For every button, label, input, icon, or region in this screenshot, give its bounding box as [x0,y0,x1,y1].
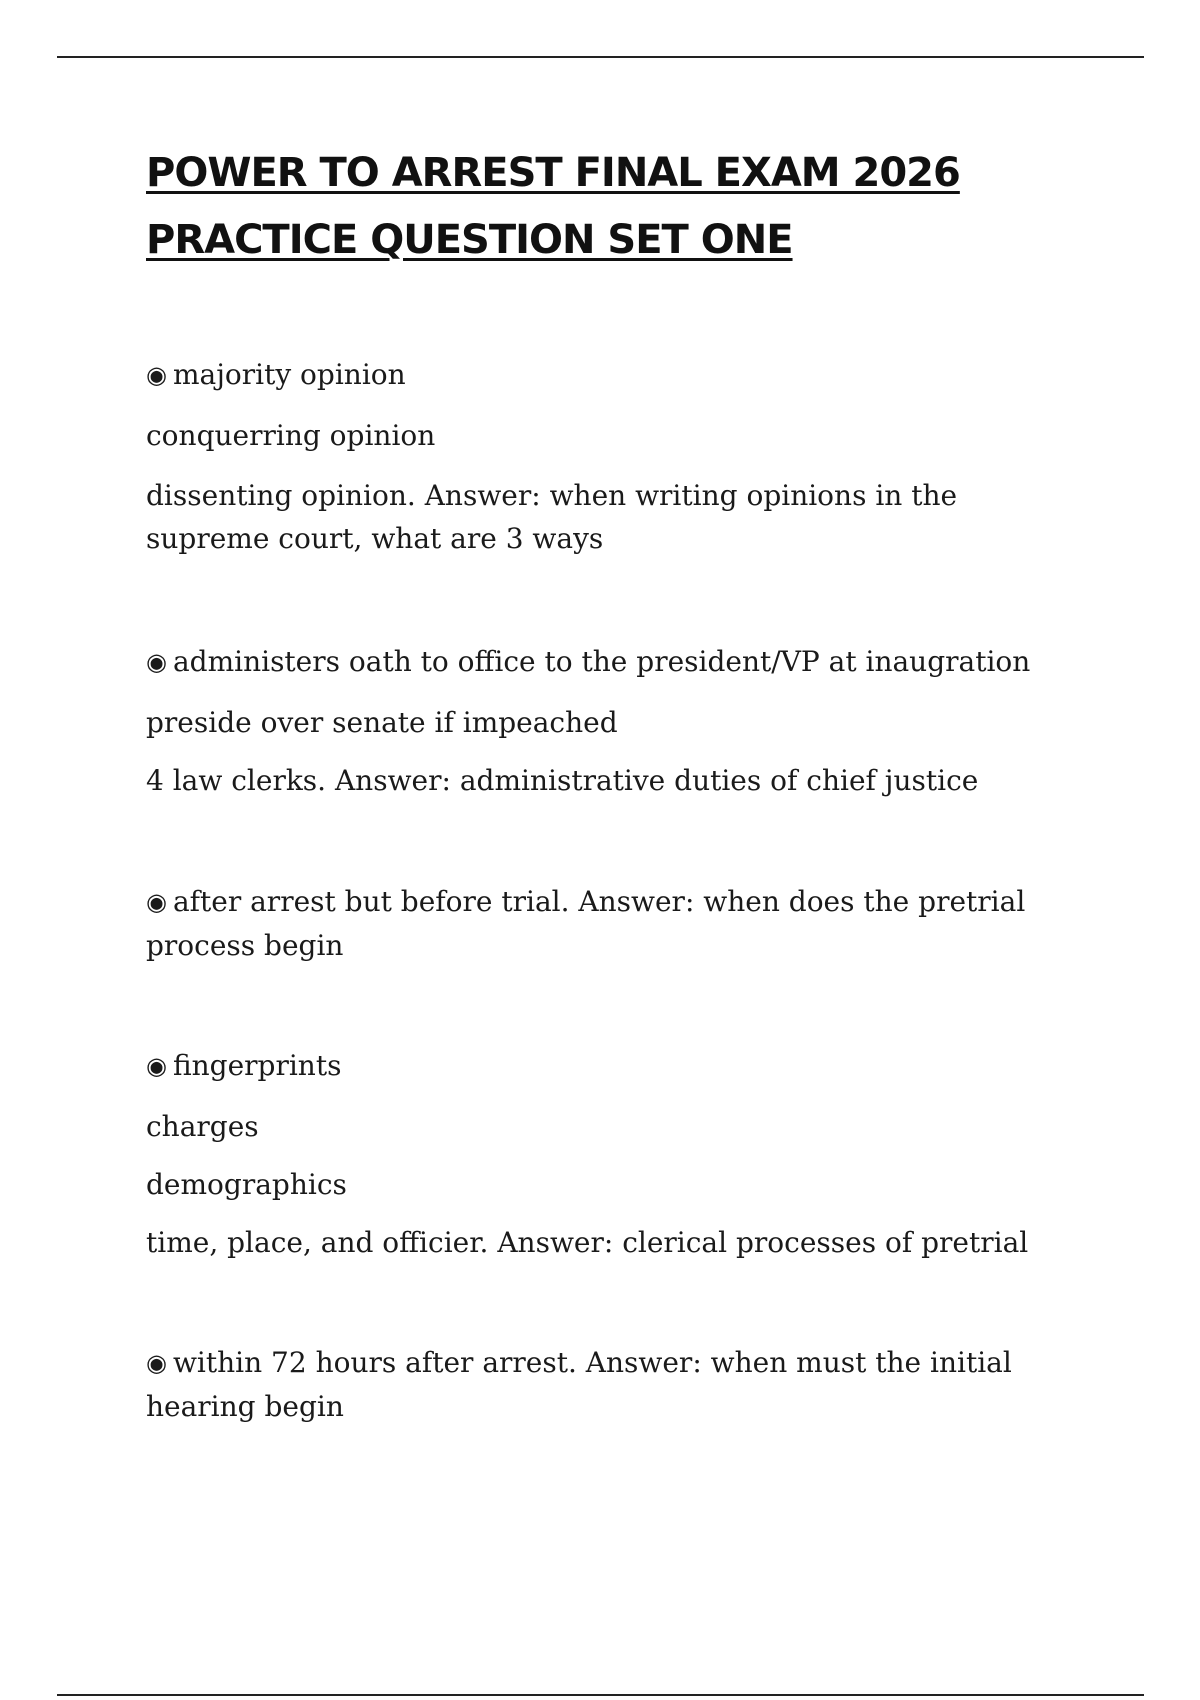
answer-line: demographics [146,1168,347,1201]
answer-line: preside over senate if impeached [146,706,618,739]
answer-line: ◉ within 72 hours after arrest. Answer: when must the initial hearing begin [146,1346,1012,1423]
question-list [146,353,1086,1428]
question-item [146,640,1086,802]
question-item [146,880,1086,967]
document-body [146,140,1086,1428]
answer-line: ◉ after arrest but before trial. Answer: when does the pretrial process begin [146,885,1026,962]
bullet-icon: ◉ [146,648,167,676]
bullet-icon: ◉ [146,888,167,916]
answer-line: dissenting opinion. Answer: when writing opinions in the supreme court, what are 3 ways [146,479,958,555]
bottom-rule [57,1694,1144,1696]
bullet-icon: ◉ [146,1052,167,1080]
answer-line: ◉ fingerprints [146,1049,342,1082]
question-item [146,353,1086,560]
answer-line: ◉ administers oath to office to the president/VP at inaugration [146,645,1031,678]
answer-line: conquerring opinion [146,419,436,452]
answer-line: ◉ majority opinion [146,358,406,391]
question-item [146,1044,1086,1264]
answer-line: 4 law clerks. Answer: administrative duties of chief justice [146,764,979,797]
title-line-1: POWER TO ARREST FINAL EXAM 2026 [146,150,960,196]
bullet-icon: ◉ [146,1349,167,1377]
title-line-2: PRACTICE QUESTION SET ONE [146,217,793,263]
top-rule [57,56,1144,58]
question-item [146,1341,1086,1428]
bullet-icon: ◉ [146,361,167,389]
document-title [146,140,1086,274]
answer-line: charges [146,1110,259,1143]
answer-line: time, place, and officier. Answer: clerical processes of pretrial [146,1226,1029,1259]
